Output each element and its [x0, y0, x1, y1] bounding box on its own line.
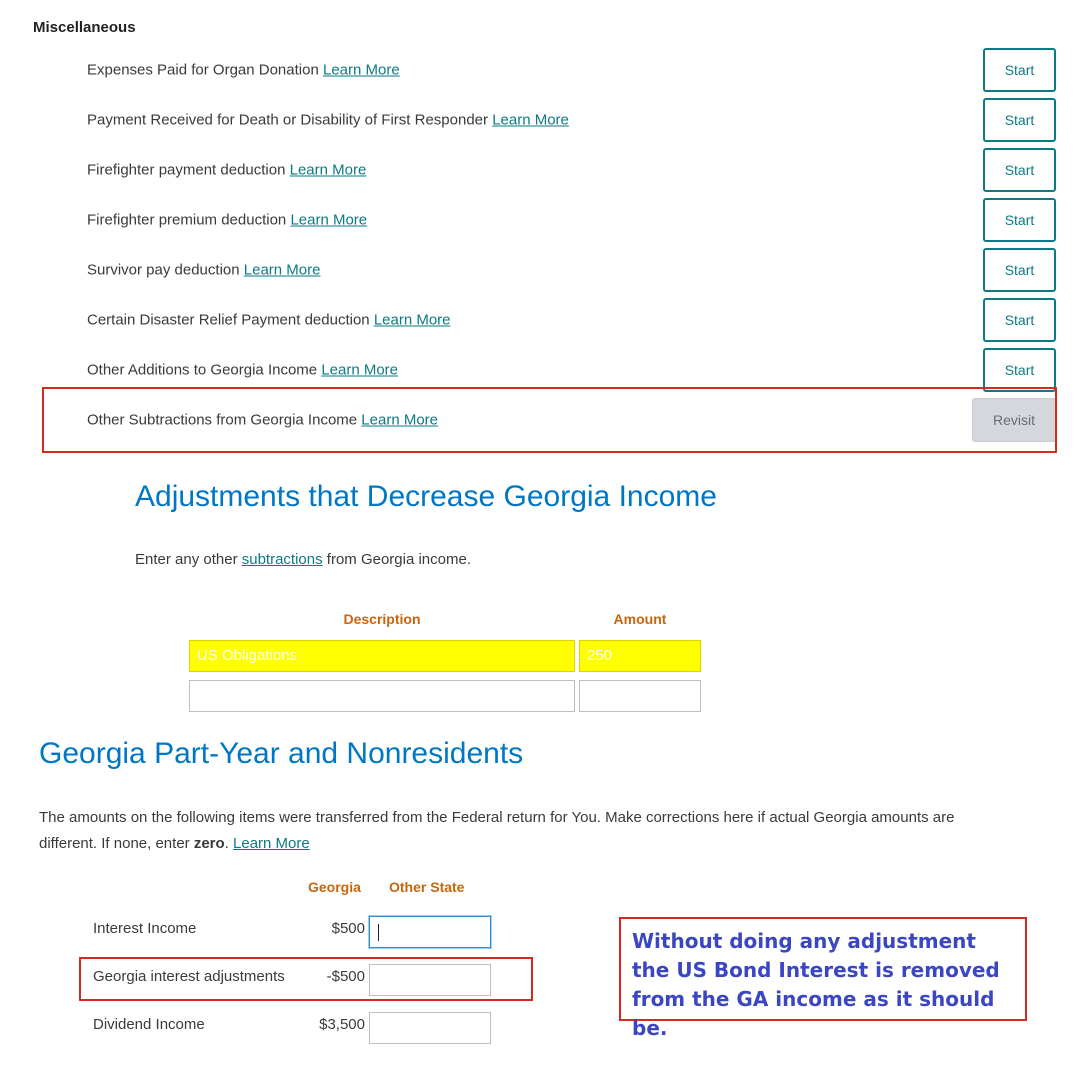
georgia-interest-adjustments-georgia-value: -$500: [326, 968, 365, 985]
column-header-georgia: Georgia: [308, 879, 361, 895]
misc-row-firefighter-premium: [0, 195, 1083, 245]
subtractions-link[interactable]: subtractions: [241, 551, 323, 568]
start-button-other-additions[interactable]: Start: [983, 348, 1056, 392]
part-year-title: Georgia Part-Year and Nonresidents: [39, 737, 524, 770]
misc-row-firefighter-payment: [0, 145, 1083, 195]
misc-item-label: Payment Received for Death or Disability of First Responder Learn More: [87, 111, 569, 129]
learn-more-link[interactable]: Learn More: [322, 61, 400, 79]
column-header-amount: Amount: [613, 611, 667, 627]
adjustments-intro: Enter any other subtractions from Georgia income.: [135, 551, 471, 568]
description-input-1[interactable]: US Obligations: [189, 640, 575, 672]
learn-more-link[interactable]: Learn More: [243, 261, 321, 279]
interest-income-label: Interest Income: [93, 920, 197, 937]
learn-more-link[interactable]: Learn More: [289, 161, 367, 179]
column-header-other-state: Other State: [389, 879, 465, 895]
column-header-description: Description: [343, 611, 421, 627]
misc-item-label: Other Additions to Georgia Income Learn More: [87, 361, 399, 379]
start-button-firefighter-payment[interactable]: Start: [983, 148, 1056, 192]
learn-more-link[interactable]: Learn More: [373, 311, 451, 329]
learn-more-link[interactable]: Learn More: [290, 211, 368, 229]
dividend-income-label: Dividend Income: [93, 1016, 205, 1033]
highlight-box-other-subtractions: [42, 387, 1057, 453]
learn-more-link[interactable]: Learn More: [233, 835, 310, 852]
georgia-interest-adjustments-label: Georgia interest adjustments: [93, 968, 285, 985]
section-heading-miscellaneous: Miscellaneous: [33, 19, 136, 36]
annotation-note: Without doing any adjustment the US Bond Interest is removed from the GA income as it should be.: [619, 917, 1027, 1021]
highlight-box-interest-adjustments: [79, 957, 533, 1001]
adjustments-title: Adjustments that Decrease Georgia Income: [135, 480, 717, 513]
amount-input-1[interactable]: 250: [579, 640, 701, 672]
start-button-survivor-pay[interactable]: Start: [983, 248, 1056, 292]
misc-row-organ-donation: [0, 45, 1083, 95]
revisit-button-other-subtractions[interactable]: Revisit: [972, 398, 1056, 442]
misc-item-label: Firefighter premium deduction Learn More: [87, 211, 368, 229]
misc-item-label: Survivor pay deduction Learn More: [87, 261, 321, 279]
start-button-disaster-relief[interactable]: Start: [983, 298, 1056, 342]
misc-row-survivor-pay: [0, 245, 1083, 295]
learn-more-link[interactable]: Learn More: [492, 111, 569, 129]
learn-more-link[interactable]: Learn More: [361, 411, 439, 429]
misc-item-label: Expenses Paid for Organ Donation Learn More: [87, 61, 400, 79]
part-year-intro: The amounts on the following items were transferred from the Federal return for You. Make corrections here if actual Georgia amounts are different. If none, enter zero. Learn More: [39, 809, 955, 852]
description-input-2[interactable]: [189, 680, 575, 712]
start-button-organ-donation[interactable]: Start: [983, 48, 1056, 92]
learn-more-link[interactable]: Learn More: [321, 361, 399, 379]
misc-item-label: Other Subtractions from Georgia Income Learn More: [87, 411, 439, 429]
text-caret: [378, 924, 379, 941]
misc-row-first-responder: [0, 95, 1083, 145]
interest-income-other-state-input[interactable]: [369, 916, 491, 948]
misc-item-label: Certain Disaster Relief Payment deduction Learn More: [87, 311, 451, 329]
misc-item-label: Firefighter payment deduction Learn More: [87, 161, 367, 179]
dividend-income-georgia-value: $3,500: [319, 1016, 365, 1033]
start-button-first-responder[interactable]: Start: [983, 98, 1056, 142]
start-button-firefighter-premium[interactable]: Start: [983, 198, 1056, 242]
misc-row-disaster-relief: [0, 295, 1083, 345]
dividend-income-other-state-input[interactable]: [369, 1012, 491, 1044]
amount-input-2[interactable]: [579, 680, 701, 712]
interest-income-georgia-value: $500: [331, 920, 365, 937]
